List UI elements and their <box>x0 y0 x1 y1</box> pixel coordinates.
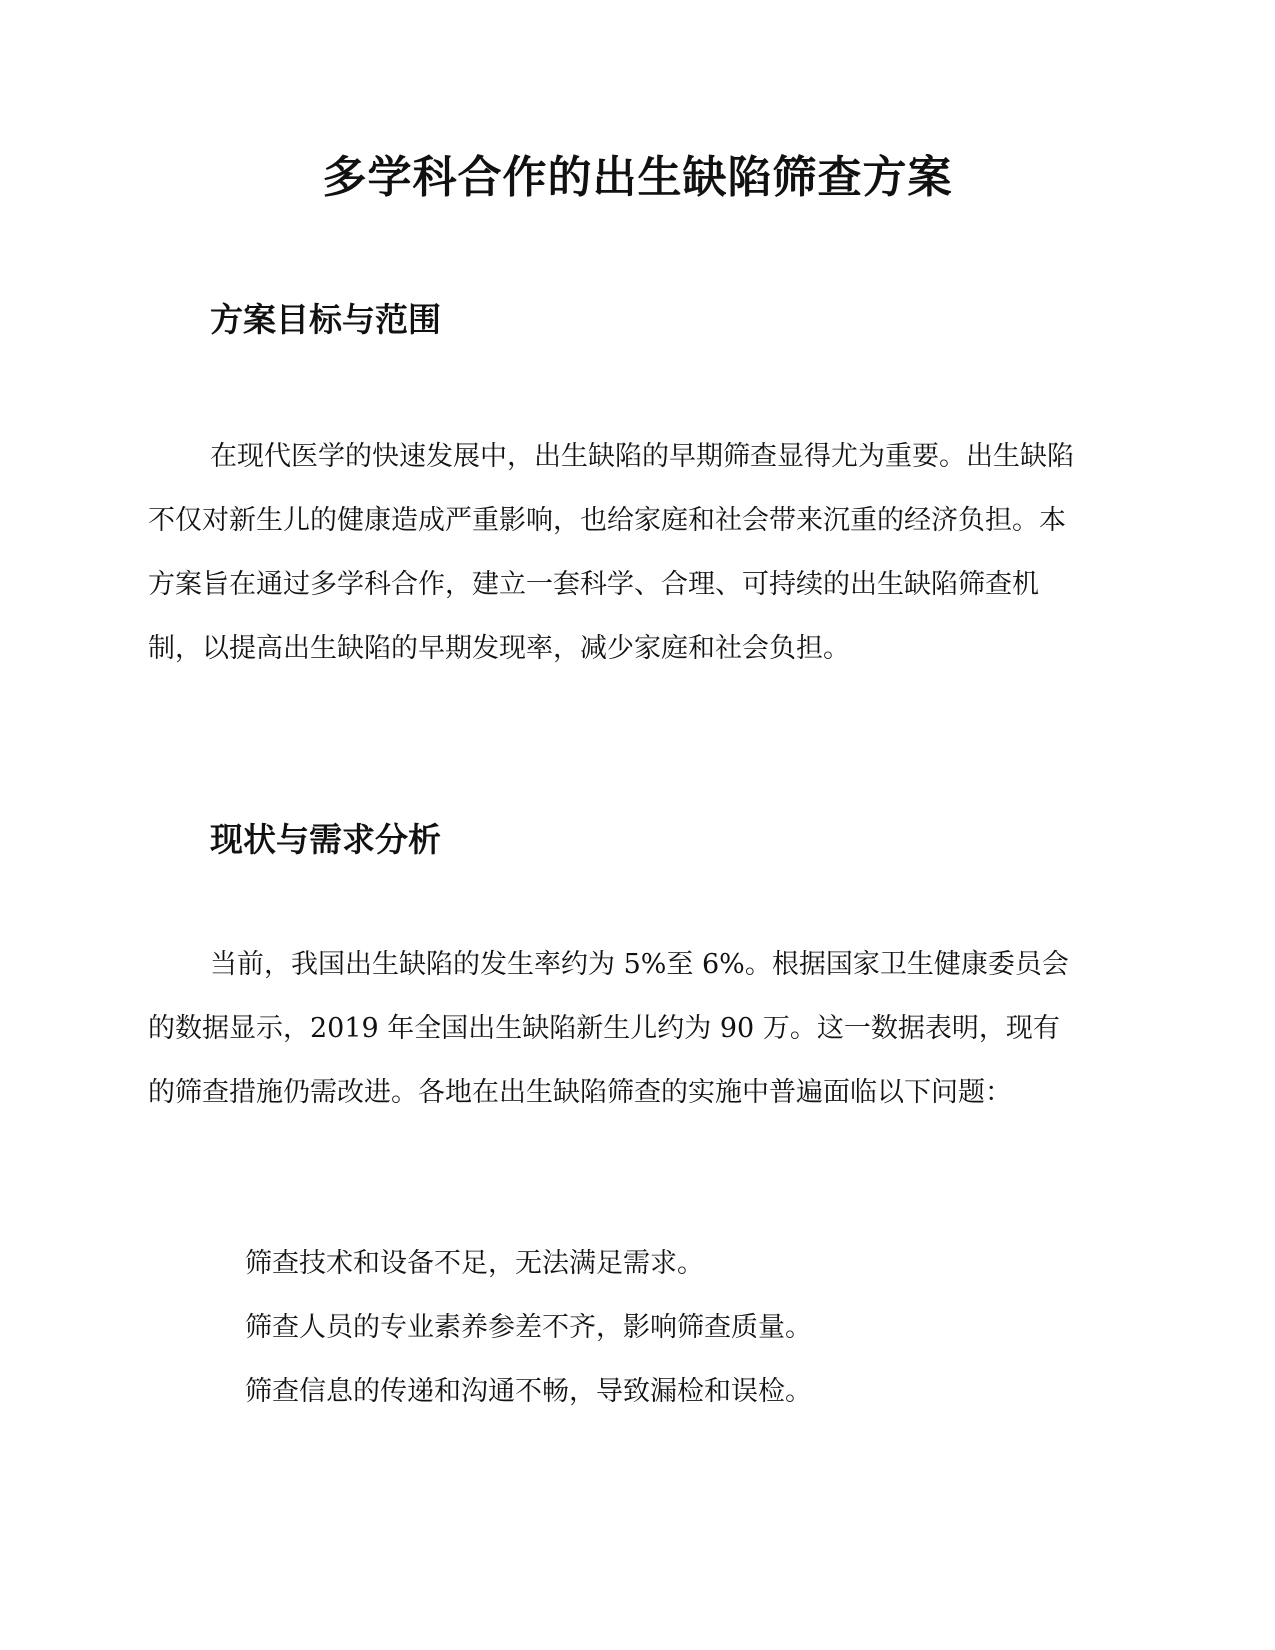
list-item: 筛查信息的传递和沟通不畅，导致漏检和误检。 <box>245 1376 812 1407</box>
list-item: 筛查技术和设备不足，无法满足需求。 <box>245 1248 704 1279</box>
section-heading-goals: 方案目标与范围 <box>210 300 441 339</box>
list-item: 筛查人员的专业素养参差不齐，影响筛查质量。 <box>245 1312 812 1343</box>
page-title: 多学科合作的出生缺陷筛查方案 <box>322 152 953 203</box>
section-heading-analysis: 现状与需求分析 <box>210 820 441 859</box>
section-paragraph-goals: 在现代医学的快速发展中，出生缺陷的早期筛查显得尤为重要。出生缺陷不仅对新生儿的健康造成严重影响，也给家庭和社会带来沉重的经济负担。本方案旨在通过多学科合作，建立一套科学、合理、可持续的出生缺陷筛查机制，以提高出生缺陷的早期发现率，减少家庭和社会负担。 <box>148 441 1074 664</box>
issue-list <box>245 1232 1145 1424</box>
section-paragraph-analysis: 当前，我国出生缺陷的发生率约为 5%至 6%。根据国家卫生健康委员会的数据显示，2019 年全国出生缺陷新生儿约为 90 万。这一数据表明，现有的筛查措施仍需改进。各地在出生缺陷筛查的实施中普遍面临以下问题： <box>148 949 1069 1108</box>
